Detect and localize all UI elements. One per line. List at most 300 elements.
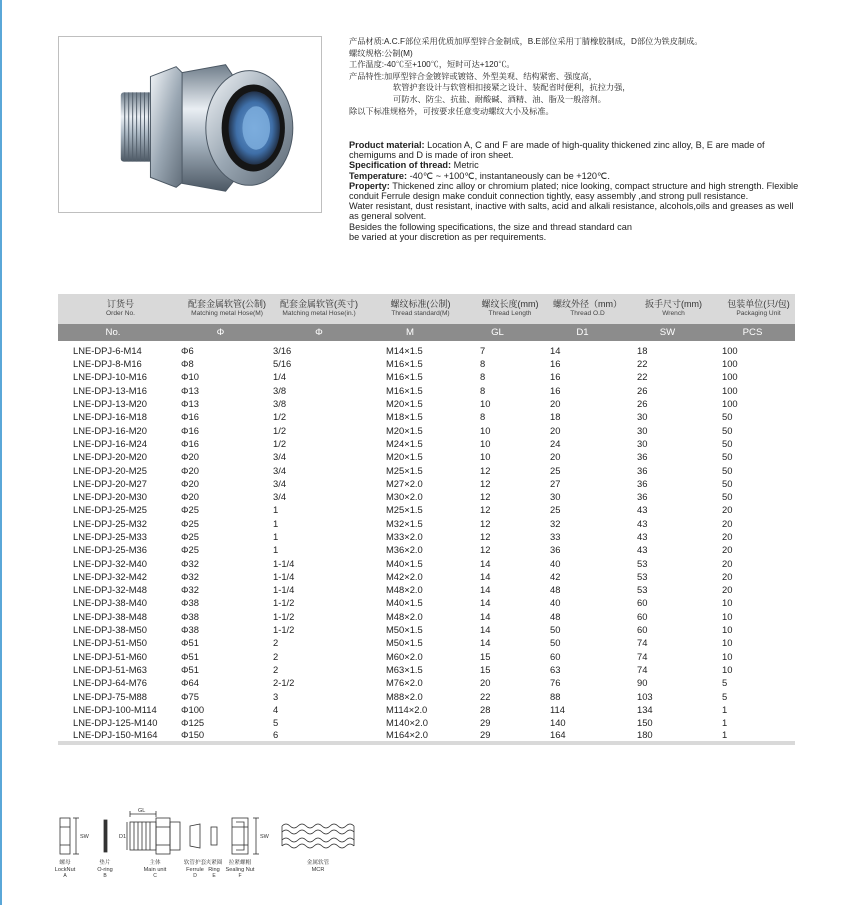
table-row [58,676,795,689]
table-cell: LNE-DPJ-25-M33 [73,531,147,542]
cn-property-value-3: 可防水、防尘、抗盐、耐酸碱、酒精、油、脂及一般溶剂。 [393,94,606,104]
table-cell: 16 [550,371,561,383]
table-cell: 15 [480,650,491,662]
table-cell: 36 [637,451,648,463]
en-property-para [349,181,799,201]
table-cell: Φ75 [181,690,199,702]
table-cell: 14 [480,584,491,596]
table-cell: Φ16 [181,424,199,436]
cn-temp-row [349,59,789,71]
table-cell: Φ10 [181,371,199,383]
table-cell: 2 [273,637,279,649]
table-cell: Φ16 [181,411,199,423]
table-cell: LNE-DPJ-25-M25 [73,504,147,516]
table-cell: Φ13 [181,384,199,396]
table-cell: LNE-DPJ-20-M27 [73,477,147,489]
table-cell: LNE-DPJ-16-M18 [73,411,147,423]
table-row [58,517,795,530]
table-row [58,463,795,476]
cn-property-value-2: 软管护套设计与软管相扣接紧之设计、装配省时便利，抗拉力强， [393,83,631,93]
table-cell: 1-1/2 [273,624,295,636]
table-row [58,623,795,636]
table-cell: 20 [550,398,561,410]
table-cell: M24×1.5 [386,437,423,449]
table-cell: 60 [550,650,561,662]
table-cell: 42 [550,570,561,582]
en-temp-label: Temperature: [349,170,408,181]
table-cell: M33×2.0 [386,531,423,542]
table-row [58,729,795,742]
table-cell: M40×1.5 [386,557,423,569]
table-cell: M42×2.0 [386,570,423,582]
table-cell: 1-1/4 [273,584,295,596]
dim-gl: GL [138,808,146,814]
table-cell: Φ16 [181,437,199,449]
column-header-en: Thread O.D [570,310,605,317]
table-cell: 2-1/2 [273,677,295,689]
table-cell: 43 [637,531,648,542]
table-body [58,341,795,743]
table-row [58,610,795,623]
table-cell: M18×1.5 [386,411,423,423]
en-temp-para [349,171,799,181]
table-cell: M32×1.5 [386,517,423,529]
table-cell: LNE-DPJ-38-M40 [73,597,147,609]
cn-property-row [349,71,789,83]
table-row [58,370,795,383]
table-cell: 76 [550,677,561,689]
table-row [58,703,795,716]
part-label-en: Ring [208,866,220,873]
table-cell: LNE-DPJ-32-M40 [73,557,147,569]
table-cell: 1/4 [273,371,287,383]
table-cell: LNE-DPJ-10-M16 [73,371,147,383]
table-row [58,596,795,609]
table-cell: LNE-DPJ-16-M20 [73,424,147,436]
en-resist-para: Water resistant, dust resistant, inactive with salts, acid and alkali resistance, alcohols,oils and greases as well as general solvent. [349,201,794,222]
table-cell: 1 [273,504,279,516]
cn-material-value: A.C.F部位采用优质加厚型锌合金制成，B.E部位采用丁腈橡胶制成，D部位为铁皮制成。 [384,37,703,46]
table-row [58,543,795,556]
en-thread-text: Metric [451,160,479,171]
table-cell: LNE-DPJ-150-M164 [58,729,168,742]
table-cell: LNE-DPJ-125-M140 [73,717,158,729]
table-cell: 140 [550,717,566,729]
table-cell: Φ25 [181,544,199,556]
en-material-para [349,140,799,160]
column-header-en: Matching metal Hose(M) [191,310,263,317]
table-cell: 14 [480,557,491,569]
table-cell: M16×1.5 [386,384,423,396]
table-cell: 32 [550,517,561,529]
en-besides-line-1: Besides the following specifications, the size and thread standard can [349,221,632,232]
table-cell: M164×2.0 [365,729,455,742]
table-cell: Φ20 [181,477,199,489]
table-cell: 1 [710,729,795,742]
cn-property-key: 产品特性: [349,71,385,81]
part-label [45,860,85,880]
table-cell: 53 [637,570,648,582]
table-cell: 40 [550,557,561,569]
column-header [168,294,273,324]
table-cell: 48 [550,584,561,596]
table-cell: 60 [637,624,648,636]
table-cell: M48×2.0 [386,584,423,596]
table-row [58,570,795,583]
table-cell: 18 [550,411,561,423]
table-cell: 43 [637,517,648,529]
column-header-en: Wrench [662,310,685,317]
table-cell: M14×1.5 [386,345,423,356]
table-cell: 27 [550,477,561,489]
table-row [58,716,795,729]
table-cell: LNE-DPJ-25-M36 [73,544,147,556]
table-cell: 36 [637,477,648,489]
table-cell: Φ13 [181,398,199,410]
table-cell: Φ32 [181,570,199,582]
main-unit-shape [130,818,180,854]
parts-diagram [50,808,380,888]
table-cell: Φ20 [181,491,199,503]
table-cell: Φ38 [181,610,199,622]
table-cell: Φ20 [181,464,199,476]
table-cell: M25×1.5 [386,464,423,476]
table-cell: 14 [480,610,491,622]
table-cell: 50 [550,624,561,636]
table-cell: 50 [722,464,733,476]
table-cell: M60×2.0 [386,650,423,662]
table-cell: M40×1.5 [386,597,423,609]
table-cell: 8 [480,358,486,370]
cn-property-value-1: 加厚型锌合金镀锌或镀铬、外型美观、结构紧密、强度高， [384,71,597,81]
en-spec-block [349,140,799,242]
column-header [625,294,710,324]
table-cell: 1 [722,717,728,729]
table-cell: 20 [722,504,733,516]
column-header [710,294,795,324]
table-cell: 25 [550,504,561,516]
table-cell: Φ150 [168,729,273,742]
part-label-en: O-ring [97,866,113,873]
table-cell: 5 [722,690,728,702]
table-cell: M20×1.5 [386,424,423,436]
table-cell: M88×2.0 [386,690,423,702]
column-symbol: Φ [168,324,273,341]
table-cell: 10 [722,610,733,622]
part-label [85,860,125,880]
column-symbol: No. [58,324,168,341]
column-header [540,294,625,324]
table-cell: 12 [480,531,491,542]
table-cell: 180 [625,729,710,742]
table-cell: 164 [540,729,625,742]
table-cell: LNE-DPJ-8-M16 [73,358,142,370]
table-cell: 5/16 [273,358,292,370]
part-label-letter: C [153,873,157,880]
table-cell: M50×1.5 [386,637,423,649]
table-cell: Φ38 [181,624,199,636]
dim-sw-1: SW [80,834,89,840]
part-label [220,860,260,880]
en-thread-label: Specification of thread: [349,160,452,171]
table-cell: LNE-DPJ-25-M32 [73,517,147,529]
table-cell: Φ51 [181,637,199,649]
table-cell: M25×1.5 [386,504,423,516]
table-cell: 14 [550,345,561,356]
table-cell: 50 [722,424,733,436]
table-cell: LNE-DPJ-64-M76 [73,677,147,689]
table-row [58,636,795,649]
table-row [58,689,795,702]
column-header-cn: 螺纹外径（mm） [553,299,622,309]
table-cell: 74 [637,650,648,662]
table-cell: M30×2.0 [386,491,423,503]
table-header-row [58,294,795,324]
table-cell: 3/16 [273,345,292,356]
table-cell: 10 [722,624,733,636]
column-header-cn: 包装单位(只/包) [727,299,790,309]
table-cell: 25 [550,464,561,476]
table-cell: 10 [480,451,491,463]
table-cell: 48 [550,610,561,622]
dim-sw-2: SW [260,834,269,840]
table-cell: 20 [722,584,733,596]
table-cell: 53 [637,584,648,596]
table-row [58,437,795,450]
table-row [58,423,795,436]
table-cell: 10 [722,637,733,649]
table-cell: 12 [480,544,491,556]
table-cell: 3/8 [273,398,287,410]
cn-spec-block [349,36,789,117]
cn-thread-key: 螺纹规格: [349,48,385,58]
table-cell: 90 [637,677,648,689]
table-row [58,556,795,569]
table-cell: 12 [480,464,491,476]
table-cell: 24 [550,437,561,449]
table-row [58,583,795,596]
table-cell: 10 [722,597,733,609]
table-cell: 8 [480,384,486,396]
table-cell: 43 [637,544,648,556]
table-cell: 20 [722,570,733,582]
part-label-cn: 金属软管 [306,860,330,866]
cn-thread-value: 公制(M) [384,48,413,58]
table-cell: Φ51 [181,650,199,662]
table-cell: LNE-DPJ-38-M50 [73,624,147,636]
column-header [273,294,365,324]
table-cell: 88 [550,690,561,702]
table-cell: 3/4 [273,464,287,476]
table-cell: LNE-DPJ-51-M63 [73,663,147,675]
column-header-cn: 配套金属软管(英寸) [280,299,358,309]
part-label-en: MCR [311,866,325,873]
table-cell: 16 [550,384,561,396]
table-cell: 1-1/4 [273,570,295,582]
table-cell: M140×2.0 [386,717,428,729]
cn-note: 除以下标准规格外，可按要求任意变动螺纹大小及标准。 [349,106,554,116]
table-cell: 8 [480,371,486,383]
column-header-cn: 螺纹长度(mm) [481,299,539,309]
table-cell: 100 [722,371,738,383]
table-cell: LNE-DPJ-100-M114 [73,703,157,715]
part-label [135,860,175,880]
table-cell: 3/8 [273,384,287,396]
table-row [58,477,795,490]
table-cell: 50 [722,437,733,449]
table-cell: Φ51 [181,663,199,675]
column-symbol: GL [455,324,540,341]
table-cell: 10 [722,663,733,675]
table-cell: 1/2 [273,411,287,423]
table-cell: 50 [722,477,733,489]
column-header-en: Matching metal Hose(in.) [282,310,356,317]
table-cell: Φ8 [181,358,194,370]
table-cell: 1/2 [273,437,287,449]
table-row [58,490,795,503]
part-label-cn: 主体 [149,860,161,866]
table-symbol-row [58,324,795,341]
table-cell: LNE-DPJ-16-M24 [73,437,147,449]
part-label-en: LockNut [54,866,76,873]
table-cell: LNE-DPJ-51-M60 [73,650,147,662]
table-cell: 14 [480,570,491,582]
table-cell: LNE-DPJ-75-M88 [73,690,147,702]
table-cell: LNE-DPJ-20-M25 [73,464,147,476]
table-cell: 18 [637,345,648,356]
table-cell: M16×1.5 [386,358,423,370]
column-header [58,294,168,324]
part-label-cn: 拉紧螺帽 [228,860,252,866]
table-cell: 7 [480,345,486,356]
part-label-cn: 软管护套 [183,860,207,866]
table-cell: 20 [722,531,733,542]
cn-material-key: 产品材质: [349,37,385,46]
table-cell: 100 [722,345,738,356]
part-label-cn: 垫片 [99,860,111,866]
table-cell: Φ38 [181,597,199,609]
table-cell: 1/2 [273,424,287,436]
table-cell: 1-1/4 [273,557,295,569]
table-cell: 3/4 [273,477,287,489]
cn-temp-key: 工作温度: [349,60,385,70]
table-cell: 30 [550,491,561,503]
table-cell: LNE-DPJ-6-M14 [73,345,142,356]
part-label-cn: 螺母 [59,860,71,866]
table-cell: 28 [480,703,491,715]
table-cell: 30 [637,424,648,436]
table-cell: LNE-DPJ-32-M48 [73,584,147,596]
part-label-letter: E [212,873,216,880]
table-cell: 16 [550,358,561,370]
column-header-en: Order No. [106,310,135,317]
part-label-en: Ferrule [186,866,204,873]
table-cell: 26 [637,398,648,410]
table-cell: M27×2.0 [386,477,423,489]
table-cell: 1 [273,517,279,529]
table-cell: LNE-DPJ-32-M42 [73,570,147,582]
sealing-nut-shape [232,818,248,854]
table-cell: Φ125 [181,717,205,729]
table-cell: 20 [480,677,491,689]
table-cell: 10 [480,437,491,449]
table-cell: 2 [273,650,279,662]
table-cell: 10 [480,424,491,436]
table-cell: 40 [550,597,561,609]
cn-thread-row [349,48,789,60]
table-cell: 36 [637,464,648,476]
en-property-text: Thickened zinc alloy or chromium plated; nice looking, compact structure and high strength. Flexible conduit Ferrule design make conduit connection tightly, easy assembly ,and strong pull resistance. [349,180,799,202]
table-cell: 5 [273,717,279,729]
table-cell: 5 [722,677,728,689]
table-cell: M16×1.5 [386,371,423,383]
table-cell: 8 [480,411,486,423]
connector-illustration [59,37,321,212]
part-label-letter: F [238,873,242,880]
table-cell: 60 [637,597,648,609]
table-cell: 100 [722,358,738,370]
table-cell: LNE-DPJ-20-M30 [73,491,147,503]
table-cell: M36×2.0 [386,544,423,556]
table-cell: 26 [637,384,648,396]
table-cell: 50 [722,411,733,423]
table-cell: Φ25 [181,504,199,516]
table-cell: Φ100 [181,703,205,715]
table-cell: 114 [550,703,565,715]
column-symbol: SW [625,324,710,341]
table-cell: 36 [550,544,561,556]
part-label-letter: A [63,873,67,880]
en-property-label: Property: [349,180,390,191]
table-cell: 1 [722,703,728,715]
table-cell: 3/4 [273,451,287,463]
part-label-letter: D [193,873,197,880]
table-cell: Φ20 [181,451,199,463]
en-material-label: Product material: [349,140,425,150]
table-cell: 36 [637,491,648,503]
table-cell: 50 [550,637,561,649]
table-cell: Φ32 [181,584,199,596]
table-row [58,503,795,516]
table-cell: LNE-DPJ-51-M50 [73,637,147,649]
table-cell: 20 [722,517,733,529]
en-material-text: Location A, C and F are made of high-quality thickened zinc alloy, B, E are made of chemigums and D is made of iron sheet. [349,140,765,161]
table-cell: 14 [480,624,491,636]
part-label [298,860,338,873]
metal-conduit-shape [282,824,354,848]
table-cell: 3/4 [273,491,287,503]
table-cell: 4 [273,703,279,715]
column-header [365,294,455,324]
product-photo [58,36,322,213]
table-cell: LNE-DPJ-13-M20 [73,398,147,410]
column-header-cn: 扳手尺寸(mm) [645,299,702,309]
table-cell: Φ64 [181,677,199,689]
part-label-en: Sealing Nut [225,866,255,873]
locknut-shape [60,818,70,854]
table-cell: 29 [480,717,491,729]
column-header-en: Packaging Unit [736,310,781,317]
table-row [58,410,795,423]
table-cell: M114×2.0 [386,703,428,715]
table-cell: 10 [480,398,491,410]
parts-drawing [50,808,380,864]
column-header-cn: 螺纹标准(公制) [390,299,451,309]
table-cell: 14 [480,597,491,609]
table-cell: LNE-DPJ-20-M20 [73,451,147,463]
table-cell: 30 [637,437,648,449]
table-cell: M63×1.5 [386,663,423,675]
